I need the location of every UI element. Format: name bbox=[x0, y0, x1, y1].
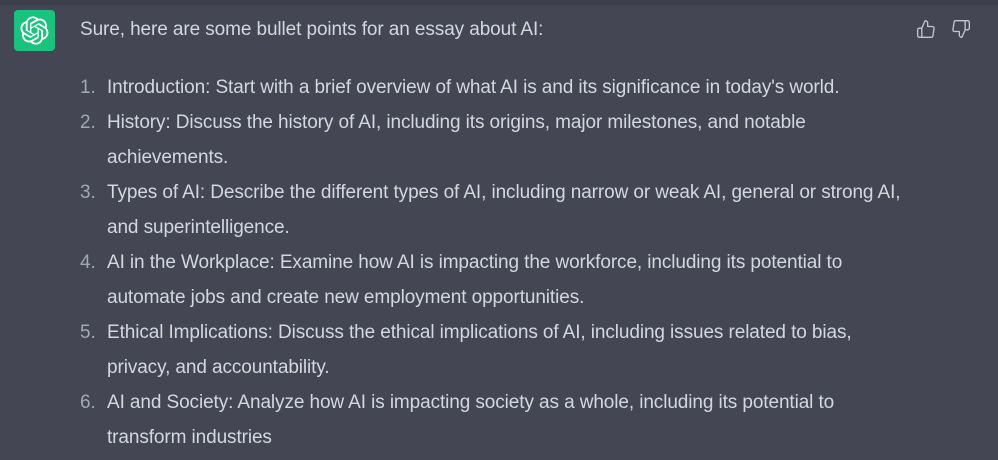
assistant-avatar bbox=[14, 10, 55, 51]
list-item-number: 1. bbox=[80, 77, 96, 98]
message-content bbox=[80, 10, 920, 455]
list-item-number: 4. bbox=[80, 252, 96, 273]
list-item bbox=[80, 70, 915, 105]
list-item-text: History: Discuss the history of AI, including its origins, major milestones, and notable achievements. bbox=[107, 112, 806, 168]
list-item-text: Introduction: Start with a brief overview of what AI is and its significance in today's world. bbox=[107, 77, 840, 98]
list-item-number: 3. bbox=[80, 182, 96, 203]
list-item-text: AI in the Workplace: Examine how AI is impacting the workforce, including its potential to automate jobs and create new employment opportunities. bbox=[107, 252, 843, 308]
thumbs-down-icon bbox=[951, 19, 971, 39]
list-item-text: Ethical Implications: Discuss the ethical implications of AI, including issues related to bias, privacy, and accountability. bbox=[107, 322, 852, 378]
list-item-number: 6. bbox=[80, 392, 96, 413]
list-item bbox=[80, 245, 915, 315]
list-item bbox=[80, 315, 915, 385]
thumbs-down-button[interactable] bbox=[950, 18, 972, 40]
thumbs-up-button[interactable] bbox=[915, 18, 937, 40]
list-item bbox=[80, 385, 915, 455]
list-item-text: AI and Society: Analyze how AI is impacting society as a whole, including its potential to transform industries bbox=[107, 392, 835, 448]
thumbs-up-icon bbox=[916, 19, 936, 39]
openai-logo-icon bbox=[20, 16, 49, 45]
list-item-number: 2. bbox=[80, 112, 96, 133]
list-item-number: 5. bbox=[80, 322, 96, 343]
essay-bullet-list bbox=[80, 70, 915, 455]
intro-text: Sure, here are some bullet points for an essay about AI: bbox=[80, 19, 544, 40]
list-item bbox=[80, 175, 915, 245]
list-item bbox=[80, 105, 915, 175]
feedback-actions bbox=[915, 18, 972, 40]
list-item-text: Types of AI: Describe the different types of AI, including narrow or weak AI, general or strong AI, and superintelligence. bbox=[107, 182, 901, 238]
